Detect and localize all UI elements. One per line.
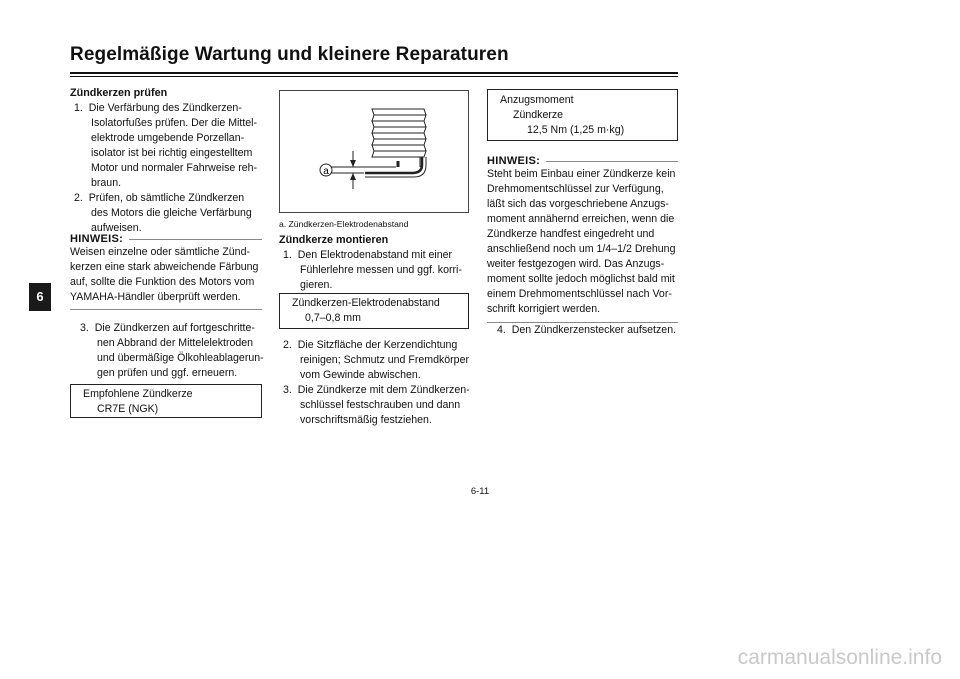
- note-line: moment sollte jedoch möglichst bald mit: [487, 273, 675, 285]
- step-text-line: Isolatorfußes prüfen. Der die Mittel-: [91, 117, 258, 129]
- step-text-line: vom Gewinde abwischen.: [300, 369, 421, 381]
- step-number: 3.: [80, 322, 89, 334]
- step-text-line: nen Abbrand der Mittelelektroden: [97, 337, 254, 349]
- note-line: Zündkerze handfest eingedreht und: [487, 228, 655, 240]
- chapter-tab: 6: [29, 283, 51, 311]
- title-rule-thin: [70, 76, 678, 77]
- note-line: einem Drehmomentschlüssel nach Vor-: [487, 288, 672, 300]
- column-1: [70, 86, 262, 236]
- step-2: [70, 191, 262, 236]
- note-line: moment annähernd erreichen, wenn die: [487, 213, 675, 225]
- note-line: kerzen eine stark abweichende Färbung: [70, 261, 259, 273]
- note-rule: [129, 239, 262, 240]
- watermark: carmanualsonline.info: [737, 646, 942, 669]
- note-line: auf, sollte die Funktion des Motors vom: [70, 276, 255, 288]
- step-number: 4.: [497, 324, 506, 336]
- step-text-line: und übermäßige Ölkohleablagerun-: [97, 352, 264, 364]
- note-line: schrift korrigiert werden.: [487, 303, 601, 315]
- step-2: [279, 338, 471, 383]
- spec-title: Anzugsmoment: [500, 94, 574, 106]
- step-text-line: isolator ist bei richtig eingestelltem: [91, 147, 253, 159]
- note-line: läßt sich das vorgeschriebene Anzugs-: [487, 198, 669, 210]
- note-label: HINWEIS:: [487, 155, 541, 167]
- note-line: Weisen einzelne oder sämtliche Zünd-: [70, 246, 250, 258]
- spec-box-electrode-gap: [279, 293, 469, 329]
- spec-label: Empfohlene Zündkerze: [83, 388, 193, 400]
- spec-value: 0,7–0,8 mm: [305, 312, 361, 324]
- step-number: 1.: [74, 102, 83, 114]
- note-rule: [546, 161, 678, 162]
- step-text-line: schlüssel festschrauben und dann: [300, 399, 461, 411]
- step-text-line: braun.: [91, 177, 122, 189]
- section-heading-install: Zündkerze montieren: [279, 234, 389, 246]
- note-line: YAMAHA-Händler überprüft werden.: [70, 291, 241, 303]
- step-text-line: reinigen; Schmutz und Fremdkörper: [300, 354, 469, 366]
- spark-plug-illustration: [280, 91, 468, 212]
- spec-box-recommended-plug: [70, 384, 262, 418]
- step-text-line: Die Zündkerzen auf fortgeschritte-: [94, 322, 255, 334]
- spec-box-torque: [487, 89, 678, 141]
- note-line: weiter festgezogen wird. Das Anzugs-: [487, 258, 665, 270]
- step-text-line: Die Zündkerze mit dem Zündkerzen-: [297, 384, 470, 396]
- step-text-line: Den Zündkerzenstecker aufsetzen.: [511, 324, 677, 336]
- note-line: Drehmomentschlüssel zur Verfügung,: [487, 183, 664, 195]
- column-2: [279, 233, 471, 293]
- step-1: [279, 248, 471, 293]
- step-text-line: aufweisen.: [91, 222, 142, 234]
- step-number: 3.: [283, 384, 292, 396]
- step-1: [70, 101, 262, 191]
- step-text-line: Motor und normaler Fahrweise reh-: [91, 162, 258, 174]
- spec-label: Zündkerzen-Elektrodenabstand: [292, 297, 440, 309]
- step-text-line: vorschriftsmäßig festziehen.: [300, 414, 432, 426]
- step-3: [279, 383, 471, 428]
- note-line: Steht beim Einbau einer Zündkerze kein: [487, 168, 676, 180]
- figure-caption: a. Zündkerzen-Elektrodenabstand: [279, 219, 409, 229]
- step-text-line: gieren.: [300, 279, 333, 291]
- page-number: 6-11: [470, 486, 490, 497]
- step-text-line: Fühlerlehre messen und ggf. korri-: [300, 264, 462, 276]
- note-end-rule: [70, 309, 262, 310]
- step-text-line: gen prüfen und ggf. erneuern.: [97, 367, 238, 379]
- step-4: [493, 323, 699, 338]
- step-text-line: Prüfen, ob sämtliche Zündkerzen: [88, 192, 245, 204]
- step-text-line: Die Sitzfläche der Kerzendichtung: [297, 339, 458, 351]
- step-text-line: Den Elektrodenabstand mit einer: [297, 249, 453, 261]
- spec-subtitle: Zündkerze: [513, 109, 564, 121]
- spark-plug-figure: [279, 90, 469, 213]
- title-rule-thick: [70, 72, 678, 74]
- note-line: anschließend noch um 1/4–1/2 Drehung: [487, 243, 676, 255]
- note-1: [70, 233, 262, 310]
- note-text: [487, 167, 678, 317]
- step-text-line: Die Verfärbung des Zündkerzen-: [88, 102, 242, 114]
- step-number: 1.: [283, 249, 292, 261]
- note-label: HINWEIS:: [70, 233, 124, 245]
- step-text-line: des Motors die gleiche Verfärbung: [91, 207, 252, 219]
- step-text-line: elektrode umgebende Porzellan-: [91, 132, 245, 144]
- figure-callout-a: a: [323, 166, 329, 177]
- column-2-steps: [279, 338, 471, 428]
- page-title: Regelmäßige Wartung und kleinere Reparaturen: [70, 44, 509, 65]
- section-heading-check: Zündkerzen prüfen: [70, 87, 168, 99]
- spec-value: 12,5 Nm (1,25 m·kg): [527, 124, 625, 136]
- step-number: 2.: [283, 339, 292, 351]
- note-2: [487, 155, 678, 323]
- spec-value: CR7E (NGK): [97, 403, 159, 415]
- step-3: [76, 321, 283, 381]
- step-number: 2.: [74, 192, 83, 204]
- note-text: [70, 245, 262, 305]
